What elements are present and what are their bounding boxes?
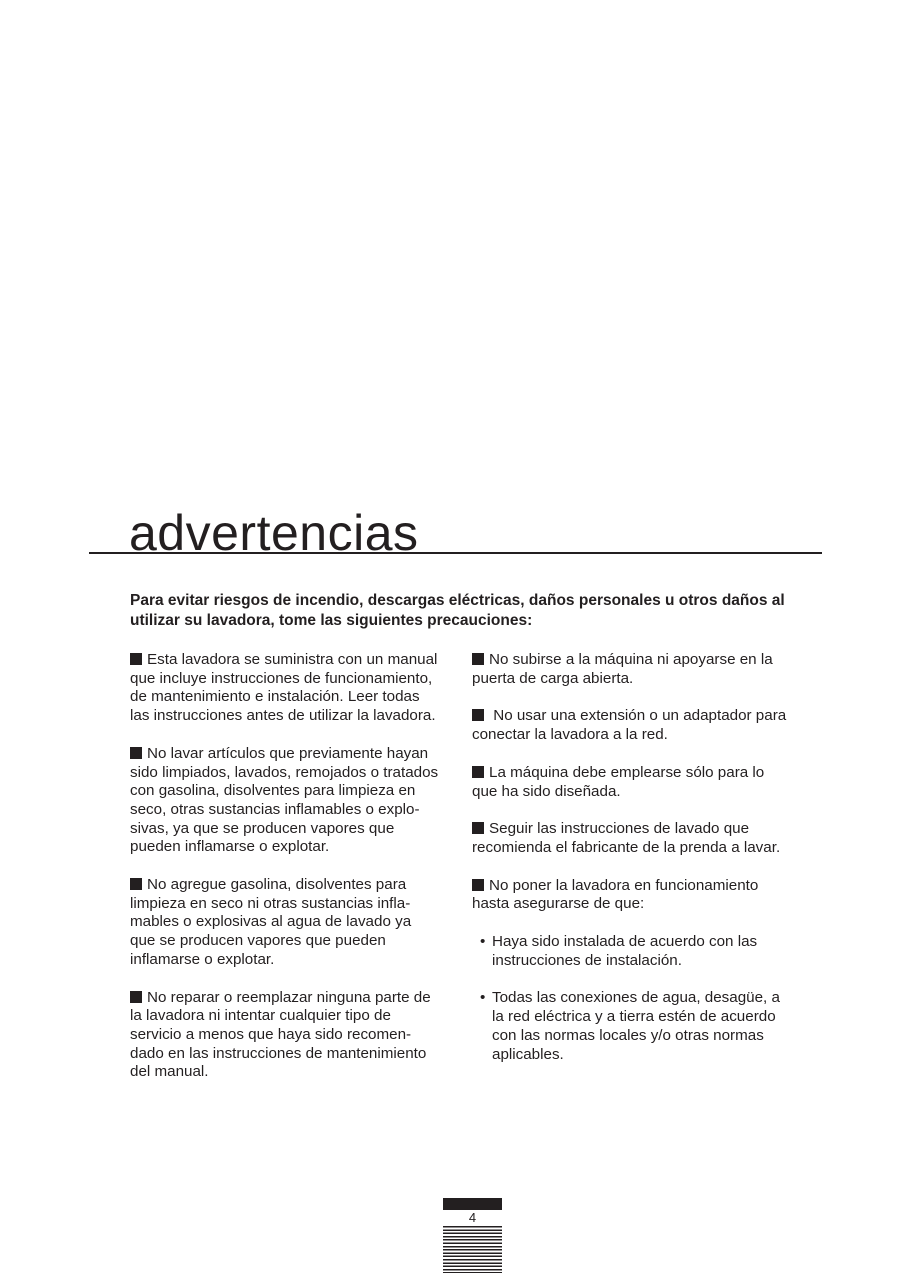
sub-item	[472, 933, 787, 970]
warning-text: No usar una extensión o un adaptador para conectar la lavadora a la red.	[472, 707, 787, 744]
warning-item	[130, 989, 440, 1083]
warning-text: Esta lavadora se suministra con un manual que incluye instrucciones de funcionamiento, de mantenimiento e instalación. Leer todas las instrucciones antes de utilizar la lavadora.	[130, 651, 438, 725]
page-number-stripes	[443, 1226, 502, 1273]
square-bullet-icon	[472, 822, 484, 834]
square-bullet-icon	[472, 766, 484, 778]
warning-text: Seguir las instrucciones de lavado que recomienda el fabricante de la prenda a lavar.	[472, 820, 781, 856]
square-bullet-icon	[130, 878, 142, 890]
page-number-bar	[443, 1198, 502, 1210]
square-bullet-icon	[472, 653, 484, 665]
sub-item-text: Haya sido instalada de acuerdo con las instrucciones de instalación.	[492, 933, 758, 969]
warning-item	[472, 707, 787, 744]
square-bullet-icon	[472, 879, 484, 891]
warning-item	[472, 764, 787, 801]
warning-text: No subirse a la máquina ni apoyarse en la puerta de carga abierta.	[472, 651, 773, 687]
page-number: 4	[468, 1210, 477, 1225]
page-number-block	[443, 1198, 502, 1273]
right-column	[472, 651, 787, 1083]
warning-text: No lavar artículos que previamente hayan sido limpiados, lavados, remojados o tratados con gasolina, disolventes para limpieza en seco, otras sustancias inflamables o explo-sivas, ya que se producen vapores que pueden inflamarse o explotar.	[130, 744, 439, 856]
dot-bullet-icon: •	[480, 989, 486, 1007]
warning-item	[130, 876, 440, 970]
left-column	[130, 651, 440, 1101]
sub-item-text: Todas las conexiones de agua, desagüe, a la red eléctrica y a tierra estén de acuerdo con las normas locales y/o otras normas aplicables.	[492, 989, 780, 1063]
square-bullet-icon	[130, 653, 142, 665]
square-bullet-icon	[130, 747, 142, 759]
page-title: advertencias	[129, 505, 419, 561]
warning-item	[130, 745, 440, 857]
warning-item	[130, 651, 440, 726]
title-underline	[89, 552, 822, 554]
warning-item	[472, 651, 787, 688]
dot-bullet-icon: •	[480, 933, 486, 951]
warning-text: La máquina debe emplearse sólo para lo que ha sido diseñada.	[472, 763, 765, 800]
square-bullet-icon	[130, 991, 142, 1003]
warning-item	[472, 820, 787, 857]
intro-paragraph: Para evitar riesgos de incendio, descargas eléctricas, daños personales u otros daños al utilizar su lavadora, tome las siguientes precauciones:	[130, 592, 785, 629]
sub-item	[472, 989, 787, 1064]
warning-item	[472, 877, 787, 914]
warning-text: No reparar o reemplazar ninguna parte de la lavadora ni intentar cualquier tipo de servicio a menos que haya sido recomen-dado en las instrucciones de mantenimiento del manual.	[130, 988, 431, 1081]
square-bullet-icon	[472, 709, 484, 721]
warning-text: No agregue gasolina, disolventes para limpieza en seco ni otras sustancias infla-mables o explosivas al agua de lavado ya que se producen vapores que pueden inflamarse o explotar.	[130, 876, 412, 968]
warning-text: No poner la lavadora en funcionamiento hasta asegurarse de que:	[472, 876, 759, 913]
